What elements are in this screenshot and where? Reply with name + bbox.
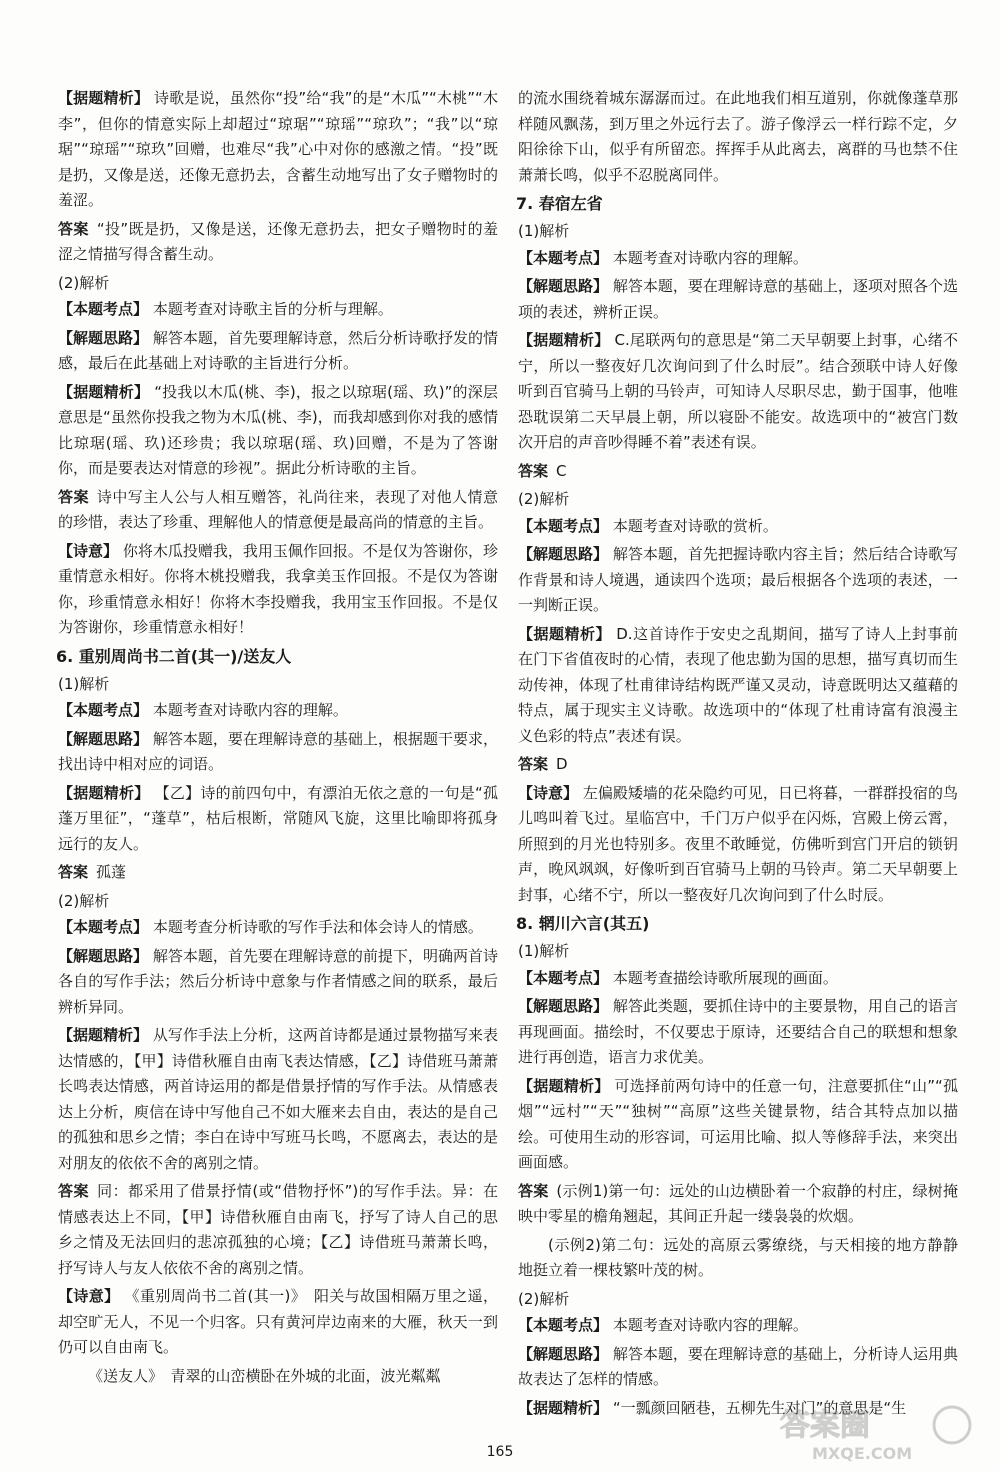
paragraph-text: 解答此类题，要抓住诗中的主要景物，用自己的语言再现画面。描绘时，不仅要忠于原诗，还要结合自己的联想和想象进行再创造，语言力求优美。	[518, 997, 958, 1066]
svg-text:MXQE.COM: MXQE.COM	[812, 1444, 913, 1463]
paragraph	[58, 781, 498, 858]
section-tag: 【 据题精析 】	[518, 1077, 609, 1095]
paragraph-text: 解答本题，首先要理解诗意，然后分析诗歌抒发的情感，最后在此基础上对诗歌的主旨进行分析。	[58, 328, 498, 372]
paragraph: 的流水围绕着城东潺潺而过。在此地我们相互道别，你就像蓬草那样随风飘荡，到万里之外远行去了。游子像浮云一样行踪不定，夕阳徐徐下山，似乎有所留恋。挥挥手从此离去，离群的马也禁不住萧萧长鸣，似乎不忍脱离同伴。	[518, 89, 958, 184]
paragraph	[518, 1342, 958, 1393]
paragraph	[518, 328, 958, 456]
answer-text: (示例1)第一句：远处的山边横卧着一个寂静的村庄，绿树掩映中零星的檐角翘起，其间正升起一缕袅袅的炊烟。	[518, 1181, 958, 1225]
section-tag: 【 本题考点 】	[58, 300, 148, 318]
section-tag: 【 解题思路 】	[518, 545, 608, 563]
paragraph	[58, 326, 498, 377]
paragraph-text: 解答本题，首先要在理解诗意的前提下，明确两首诗各自的写作手法；然后分析诗中意象与作者情感之间的联系，最后辨析异同。	[58, 946, 498, 1016]
section-tag: 【 解题思路 】	[58, 329, 148, 347]
section-tag: 【 本题考点 】	[518, 249, 608, 267]
answer-paragraph	[58, 1179, 498, 1281]
paragraph	[58, 944, 498, 1021]
paragraph	[58, 698, 498, 724]
paragraph	[58, 1284, 498, 1361]
paragraph	[518, 966, 958, 992]
sub-heading: (1)解析	[58, 674, 110, 693]
answer-text: 同：都采用了借景抒情(或“借物抒怀”)的写作手法。异：在情感表达上不同，【甲】诗借秋雁自由南飞，抒写了诗人自己的思乡之情及无法回归的悲凉孤独的心境；【乙】诗借班马萧萧长鸣，抒写诗人与友人依依不舍的离别之情。	[58, 1182, 498, 1277]
paragraph-text: 本题考查对诗歌内容的理解。	[612, 1316, 808, 1334]
sub-heading: (2)解析	[58, 891, 110, 910]
page-number: 165	[486, 1444, 514, 1460]
paragraph-text: 本题考查描绘诗歌所展现的画面。	[612, 968, 838, 987]
question-heading: 8. 辋川六言(其五)	[516, 914, 650, 933]
paragraph	[58, 297, 498, 323]
sub-heading: (2)解析	[58, 273, 110, 292]
paragraph-text: 本题考查对诗歌主旨的分析与理解。	[152, 300, 393, 318]
paragraph-text: 本题考查对诗歌内容的理解。	[152, 701, 348, 719]
section-tag: 【 据题精析 】	[58, 1026, 148, 1044]
paragraph	[58, 539, 498, 641]
section-tag: 【 据题精析 】	[58, 784, 150, 802]
answer-label: 答案	[58, 219, 89, 238]
section-tag: 【 本题考点 】	[518, 969, 608, 987]
section-tag: 【 据题精析 】	[58, 89, 149, 107]
answer-text: 诗中写主人公与人相互赠答，礼尚往来，表现了对他人情意的珍惜，表达了珍重、理解他人的情意便是最高尚的情意的主旨。	[58, 487, 498, 531]
sub-heading: (2)解析	[518, 1289, 570, 1308]
paragraph: (示例2)第二句：远处的高原云雾缭绕，与天相接的地方静静地挺立着一棵枝繁叶茂的树。	[518, 1235, 958, 1279]
paragraph	[58, 727, 498, 778]
answer-label: 答案	[518, 755, 549, 773]
paragraph	[58, 1023, 498, 1176]
paragraph	[518, 514, 958, 540]
paragraph-text: 本题考查分析诗歌的写作手法和体会诗人的情感。	[152, 918, 483, 936]
section-tag: 【 解题思路 】	[58, 730, 148, 748]
answer-paragraph	[58, 485, 498, 536]
paragraph-text: 【乙】诗的前四句中，有漂泊无依之意的一句是“孤蓬万里征”，“蓬草”，枯后根断，常随风飞旋，这里比喻即将孤身远行的友人。	[58, 783, 498, 853]
section-tag: 【 诗意 】	[58, 542, 118, 560]
paragraph-text: 解答本题，首先把握诗歌内容主旨；然后结合诗歌写作背景和诗人境遇，通读四个选项；最后根据各个选项的表述，一一判断正误。	[518, 545, 958, 614]
answer-paragraph	[518, 1179, 958, 1230]
section-tag: 【 解题思路 】	[518, 1345, 608, 1363]
section-tag: 【 本题考点 】	[518, 1316, 608, 1334]
watermark-logo-icon	[772, 1401, 982, 1463]
answer-text: D	[556, 755, 568, 773]
section-tag: 【 据题精析 】	[58, 383, 149, 401]
paragraph: 《送友人》 青翠的山峦横卧在外城的北面，波光粼粼	[88, 1366, 441, 1385]
question-heading: 7. 春宿左省	[516, 194, 603, 213]
answer-paragraph	[518, 752, 958, 778]
paragraph	[518, 246, 958, 272]
answer-paragraph	[58, 860, 498, 886]
paragraph	[518, 622, 958, 750]
paragraph-text: 解答本题，要在理解诗意的基础上，根据题干要求，找出诗中相对应的词语。	[58, 729, 498, 773]
paragraph-text: 诗歌是说，虽然你“投”给“我”的是“木瓜”“木桃”“木李”，但你的情意实际上却超过“琼琚”“琼瑶”“琼玖”；“我”以“琼琚”“琼瑶”“琼玖”回赠，也难尽“我”心中对你的感激之情。“投”既是扔，又像是送，还像无意扔去，含蓄生动地写出了女子赠物时的羞涩。	[58, 89, 498, 209]
paragraph-text: 本题考查对诗歌内容的理解。	[612, 248, 808, 267]
answer-label: 答案	[518, 461, 549, 480]
sub-heading: (1)解析	[518, 222, 570, 240]
paragraph-text: “投我以木瓜(桃、李)，报之以琼琚(瑶、玖)”的深层意思是“虽然你投我之物为木瓜(桃、李)，而我却感到你对我的感情比琼琚(瑶、玖)还珍贵；我以琼琚(瑶、玖)回赠，不是为了答谢你，而是要表达对情意的珍视”。据此分析诗歌的主旨。	[58, 382, 498, 477]
paragraph-text: 可选择前两句诗中的任意一句，注意要抓住“山”“孤烟”“远村”“天”“独树”“高原”这些关键景物，结合其特点加以描绘。可使用生动的形容词，可运用比喻、拟人等修辞手法，来突出画面感。	[518, 1076, 958, 1171]
paragraph	[518, 994, 958, 1071]
section-tag: 【 本题考点 】	[518, 517, 608, 535]
paragraph-text: 《重别周尚书二首(其一)》 阳关与故国相隔万里之遥，却空旷无人，不见一个归客。只有黄河岸边南来的大雁，秋天一到仍可以自由南飞。	[58, 1287, 498, 1356]
paragraph	[518, 274, 958, 325]
section-tag: 【 解题思路 】	[58, 947, 148, 965]
answer-paragraph	[58, 217, 498, 268]
paragraph	[518, 542, 958, 619]
answer-label: 答案	[58, 863, 89, 881]
answer-label: 答案	[518, 1181, 549, 1200]
question-heading: 6. 重别周尚书二首(其一)/送友人	[56, 646, 292, 666]
answer-text: C	[556, 461, 567, 480]
section-tag: 【 据题精析 】	[518, 1399, 608, 1417]
paragraph	[518, 781, 958, 909]
paragraph	[518, 1313, 958, 1339]
answer-text: “投”既是扔，又像是送，还像无意扔去，把女子赠物时的羞涩之情描写得含蓄生动。	[58, 219, 498, 263]
paragraph	[58, 86, 498, 214]
section-tag: 【 诗意 】	[58, 1287, 119, 1305]
section-tag: 【 本题考点 】	[58, 918, 148, 936]
section-tag: 【 本题考点 】	[58, 701, 148, 719]
answer-label: 答案	[58, 1182, 90, 1200]
answer-paragraph	[518, 459, 958, 485]
paragraph-text: 本题考查对诗歌的赏析。	[612, 516, 778, 535]
section-tag: 【 据题精析 】	[518, 625, 611, 643]
paragraph-text: 解答本题，要在理解诗意的基础上，逐项对照各个选项的表述，辨析正误。	[518, 277, 958, 321]
paragraph-text: D.这首诗作于安史之乱期间，描写了诗人上封事前在门下省值夜时的心情，表现了他忠勤为国的思想，描写真切而生动传神，体现了杜甫律诗结构既严谨又灵动，诗意既明达又蕴藉的特点，属于现实主义诗歌。故选项中的“体现了杜甫诗富有浪漫主义色彩的特点”表述有误。	[518, 624, 958, 745]
sub-heading: (2)解析	[518, 490, 570, 508]
paragraph-text: 从写作手法上分析，这两首诗都是通过景物描写来表达情感的，【甲】诗借秋雁自由南飞表达情感，【乙】诗借班马萧萧长鸣表达情感，两首诗运用的都是借景抒情的写作手法。从情感表达上分析，庾信在诗中写他自己不如大雁来去自由，表达的是自己的孤独和思乡之情；李白在诗中写班马长鸣，不愿离去，表达的是对朋友的依依不舍的离别之情。	[58, 1026, 498, 1172]
paragraph-text: 你将木瓜投赠我，我用玉佩作回报。不是仅为答谢你，珍重情意永相好。你将木桃投赠我，我拿美玉作回报。不是仅为答谢你，珍重情意永相好！你将木李投赠我，我用宝玉作回报。不是仅为答谢你，珍重情意永相好！	[58, 541, 498, 636]
answer-text: 孤蓬	[96, 863, 127, 881]
paragraph	[58, 915, 498, 941]
section-tag: 【 解题思路 】	[518, 997, 608, 1015]
paragraph	[58, 380, 498, 482]
section-tag: 【 据题精析 】	[518, 331, 610, 349]
right-column	[518, 86, 958, 1424]
left-column	[58, 86, 498, 1392]
paragraph-text: C.尾联两句的意思是“第二天早朝要上封事，心绪不宁，所以一整夜好几次询问到了什么时辰”。结合颈联中诗人好像听到百官骑马上朝的马铃声，可知诗人尽职尽忠，勤于国事，他唯恐耽误第二天早晨上朝，所以寝卧不能安。故选项中的“被宫门数次开启的声音吵得睡不着”表述有误。	[518, 331, 958, 451]
paragraph-text: 左偏殿矮墙的花朵隐约可见，日已将暮，一群群投宿的鸟儿鸣叫着飞过。星临宫中，千门万户似乎在闪烁，宫殿上傍云霄，所照到的月光也特别多。夜里不敢睡觉，仿佛听到宫门开启的锁钥声，晚风飒飒，好像听到百官骑马上朝的马铃声。第二天早朝要上封事，心绪不宁，所以一整夜好几次询问到了什么时辰。	[518, 783, 958, 904]
section-tag: 【 诗意 】	[518, 784, 578, 802]
paragraph-text: “一瓢颜回陋巷，五柳先生对门”的意思是“生	[612, 1398, 907, 1417]
sub-heading: (1)解析	[518, 942, 570, 960]
section-tag: 【 解题思路 】	[518, 277, 608, 295]
paragraph	[518, 1074, 958, 1176]
paragraph-text: 解答本题，要在理解诗意的基础上，分析诗人运用典故表达了怎样的情感。	[518, 1344, 958, 1388]
svg-text:答案圈: 答案圈	[780, 1408, 870, 1443]
answer-label: 答案	[58, 487, 89, 506]
